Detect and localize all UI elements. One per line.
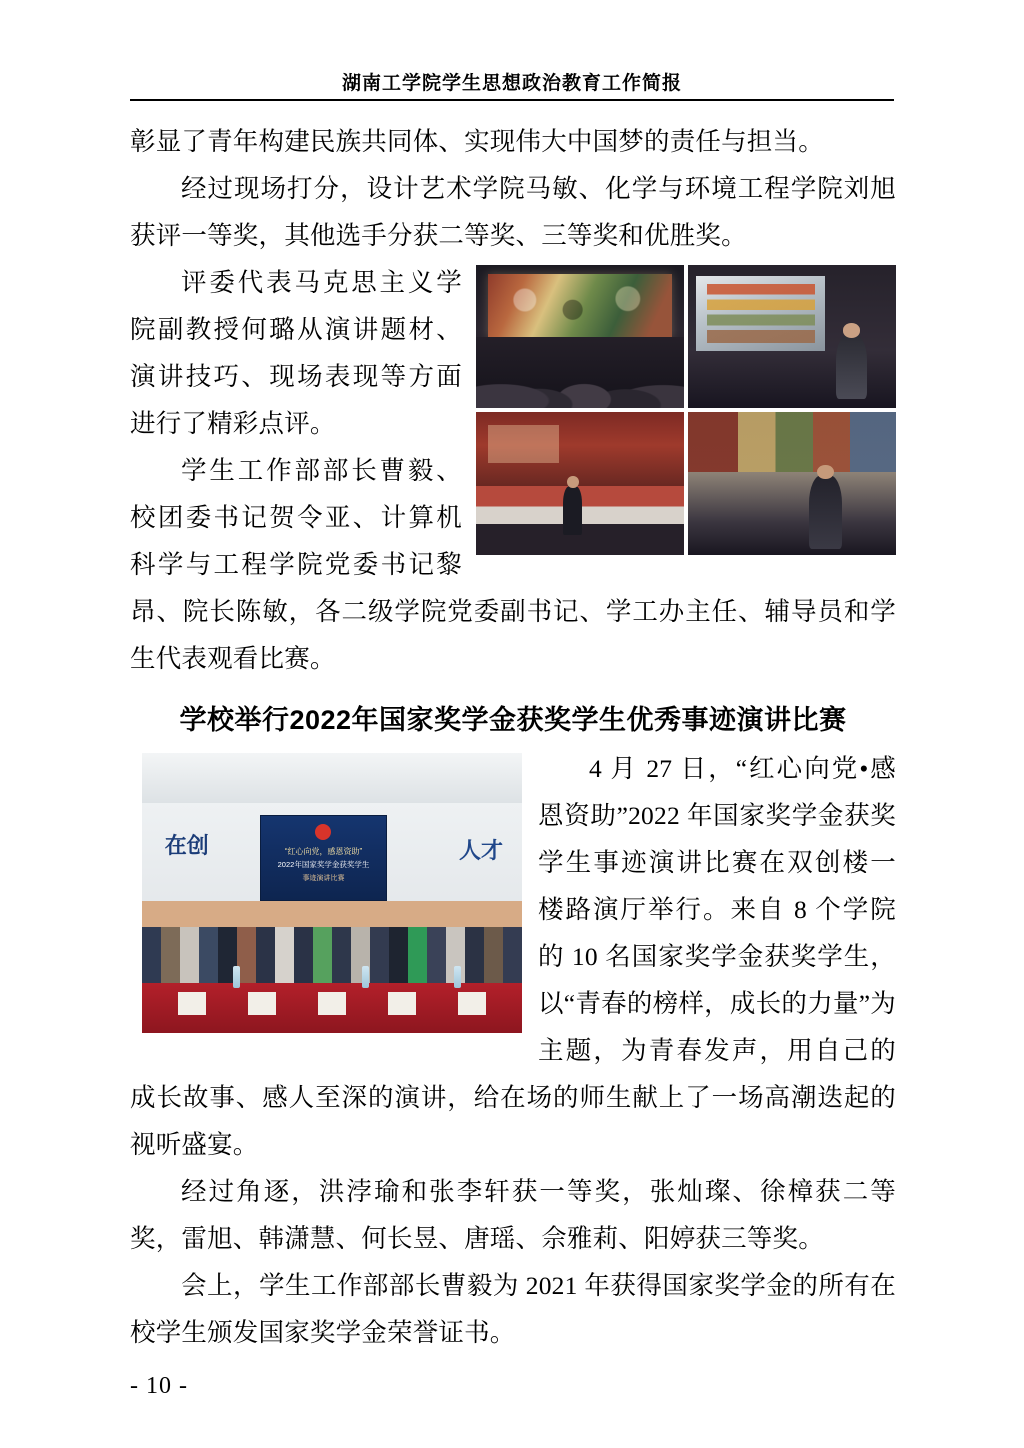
- group-photo-people: [142, 910, 522, 994]
- photo-wall: [688, 412, 896, 478]
- page-header: [130, 68, 894, 95]
- stage-speaker-figure: [563, 486, 582, 535]
- screen-line-2: 2022年国家奖学金获奖学生: [277, 860, 370, 870]
- paragraph-continuation: 彰显了青年构建民族共同体、实现伟大中国梦的责任与担当。: [130, 127, 824, 156]
- slide-panel: [696, 276, 825, 350]
- paragraph-event-intro: 4 月 27 日，“红心向党•感恩资助”2022 年国家奖学金获奖学生事迹演讲比赛在双创楼一楼路演厅举行。来自 8 个学院的 10 名国家奖学金获奖学生，以“青春的榜样，成长的力量”为主题，为青春发声，用自己的成长故事、感人至深的演讲，给在场的师生献上了一场高潮迭起的视听盛宴。: [130, 754, 896, 1159]
- audience-seats: [476, 337, 684, 409]
- water-bottle-icon: [233, 966, 240, 988]
- red-table-row: [142, 983, 522, 1033]
- section-heading: 学校举行2022年国家奖学金获奖学生优秀事迹演讲比赛: [179, 705, 847, 735]
- document-body: [130, 118, 896, 1356]
- paragraph-scoring: 经过现场打分，设计艺术学院马敏、化学与环境工程学院刘旭获评一等奖，其他选手分获二等奖、三等奖和优胜奖。: [130, 174, 896, 250]
- screen-line-3: 事迹演讲比赛: [302, 874, 345, 882]
- paragraph-judge-comment: 评委代表马克思主义学院副教授何璐从演讲题材、演讲技巧、现场表现等方面进行了精彩点评。: [130, 268, 462, 438]
- audience-speaker-photo: [688, 412, 896, 555]
- standing-man-figure: [809, 475, 842, 549]
- presenter-slides-photo: [688, 265, 896, 408]
- wall-text-right: 人才: [458, 838, 503, 864]
- red-banner-stage-photo: [476, 412, 684, 555]
- ceiling-area: [142, 753, 522, 805]
- header-title: 湖南工学院学生思想政治教育工作简报: [341, 73, 682, 94]
- wall-text-left: 在创: [164, 832, 209, 858]
- water-bottle-icon: [454, 966, 461, 988]
- paragraph-certificates: 会上，学生工作部部长曹毅为 2021 年获得国家奖学金的所有在校学生颁发国家奖学金荣誉证书。: [130, 1271, 896, 1347]
- header-divider: [130, 99, 894, 101]
- speech-contest-photo-grid: [476, 265, 896, 555]
- page-number: - 10 -: [130, 1373, 188, 1399]
- photo-floor: [688, 472, 896, 555]
- award-ceremony-group-photo: [142, 753, 522, 1033]
- speaker-figure: [836, 334, 867, 400]
- stage-backdrop: [476, 412, 684, 495]
- paragraph-award-results: 经过角逐，洪浡瑜和张李轩获一等奖，张灿璨、徐樟获二等奖，雷旭、韩潇慧、何长昱、唐瑶、佘雅莉、阳婷获三等奖。: [130, 1177, 896, 1253]
- screen-line-1: “红心向党，感恩资助”: [284, 846, 363, 856]
- stage-led-screen: [260, 815, 387, 901]
- paragraph-attendees: 学生工作部部长曹毅、校团委书记贺令亚、计算机科学与工程学院党委书记黎昂、院长陈敏，各二级学院党委副书记、学工办主任、辅导员和学生代表观看比赛。: [130, 456, 896, 673]
- water-bottle-icon: [362, 966, 369, 988]
- auditorium-screen-photo: [476, 265, 684, 408]
- party-emblem-icon: [315, 824, 331, 840]
- projection-screen: [488, 274, 671, 340]
